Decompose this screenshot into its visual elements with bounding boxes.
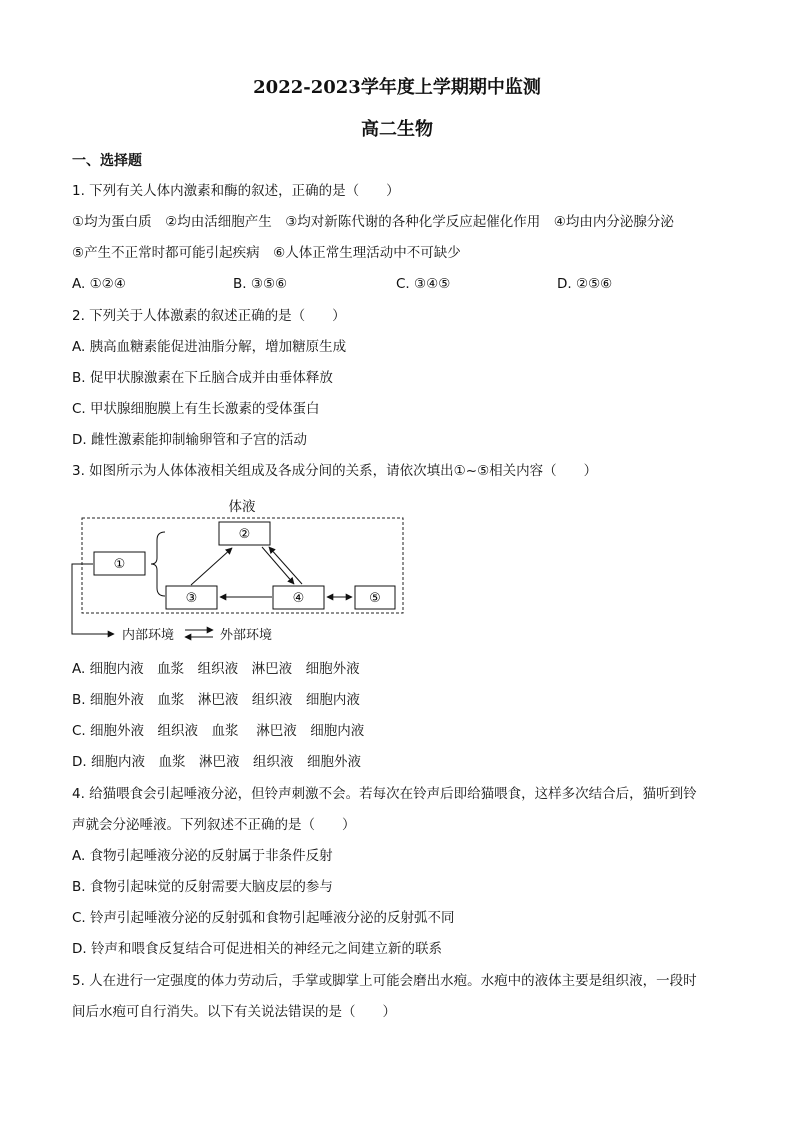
box-5-label: ⑤ — [369, 591, 381, 606]
q1-option-a: A. ①②④ — [72, 276, 126, 292]
q1-items-line1: ①均为蛋白质 ②均由活细胞产生 ③均对新陈代谢的各种化学反应起催化作用 ④均由内分泌腺分泌 — [72, 214, 674, 230]
q1-stem: 1. 下列有关人体内激素和酶的叙述，正确的是（ ） — [72, 183, 400, 199]
document-title: 2022-2023学年度上学期期中监测 — [253, 77, 541, 98]
q4-stem-line1: 4. 给猫喂食会引起唾液分泌，但铃声刺激不会。若每次在铃声后即给猫喂食，这样多次结合后，猫听到铃 — [72, 786, 697, 802]
q1-option-c: C. ③④⑤ — [396, 276, 451, 292]
q5-stem-line1: 5. 人在进行一定强度的体力劳动后，手掌或脚掌上可能会磨出水疱。水疱中的液体主要是组织液，一段时 — [72, 973, 697, 989]
arrow-2-to-4 — [262, 547, 294, 584]
box-1-label: ① — [113, 557, 126, 572]
label-internal-environment: 内部环境 — [122, 628, 175, 643]
q2-option-a: A. 胰高血糖素能促进油脂分解，增加糖原生成 — [72, 339, 347, 355]
arrow-3-to-2 — [191, 548, 232, 585]
q4-stem-line2: 声就会分泌唾液。下列叙述不正确的是（ ） — [72, 817, 356, 833]
q3-option-d: D. 细胞内液 血浆 淋巴液 组织液 细胞外液 — [72, 754, 361, 770]
box-3-label: ③ — [185, 591, 198, 606]
document-subtitle: 高二生物 — [361, 119, 433, 140]
q2-option-b: B. 促甲状腺激素在下丘脑合成并由垂体释放 — [72, 370, 333, 386]
q3-option-b: B. 细胞外液 血浆 淋巴液 组织液 细胞内液 — [72, 692, 360, 708]
q5-stem-line2: 间后水疱可自行消失。以下有关说法错误的是（ ） — [72, 1004, 396, 1020]
q3-option-a: A. 细胞内液 血浆 组织液 淋巴液 细胞外液 — [72, 661, 360, 677]
box-2-label: ② — [238, 527, 251, 542]
q2-option-d: D. 雌性激素能抑制输卵管和子宫的活动 — [72, 432, 307, 448]
q2-option-c: C. 甲状腺细胞膜上有生长激素的受体蛋白 — [72, 401, 320, 417]
q3-option-c: C. 细胞外液 组织液 血浆 淋巴液 细胞内液 — [72, 723, 365, 739]
body-fluid-diagram — [0, 490, 794, 650]
arrow-4-to-2 — [269, 547, 302, 584]
section-heading: 一、选择题 — [72, 153, 142, 169]
q1-items-line2: ⑤产生不正常时都可能引起疾病 ⑥人体正常生理活动中不可缺少 — [72, 245, 461, 261]
q2-stem: 2. 下列关于人体激素的叙述正确的是（ ） — [72, 308, 346, 324]
brace — [151, 532, 165, 596]
box-4-label: ④ — [292, 591, 305, 606]
q4-option-a: A. 食物引起唾液分泌的反射属于非条件反射 — [72, 848, 333, 864]
q3-stem: 3. 如图所示为人体体液相关组成及各成分间的关系，请依次填出①~⑤相关内容（ ） — [72, 463, 598, 479]
q4-option-b: B. 食物引起味觉的反射需要大脑皮层的参与 — [72, 879, 333, 895]
q1-option-d: D. ②⑤⑥ — [557, 276, 613, 292]
diagram-label-body-fluid: 体液 — [228, 499, 256, 515]
q1-option-b: B. ③⑤⑥ — [233, 276, 288, 292]
q4-option-c: C. 铃声引起唾液分泌的反射弧和食物引起唾液分泌的反射弧不同 — [72, 910, 455, 926]
label-external-environment: 外部环境 — [220, 628, 273, 643]
q4-option-d: D. 铃声和喂食反复结合可促进相关的神经元之间建立新的联系 — [72, 941, 442, 957]
